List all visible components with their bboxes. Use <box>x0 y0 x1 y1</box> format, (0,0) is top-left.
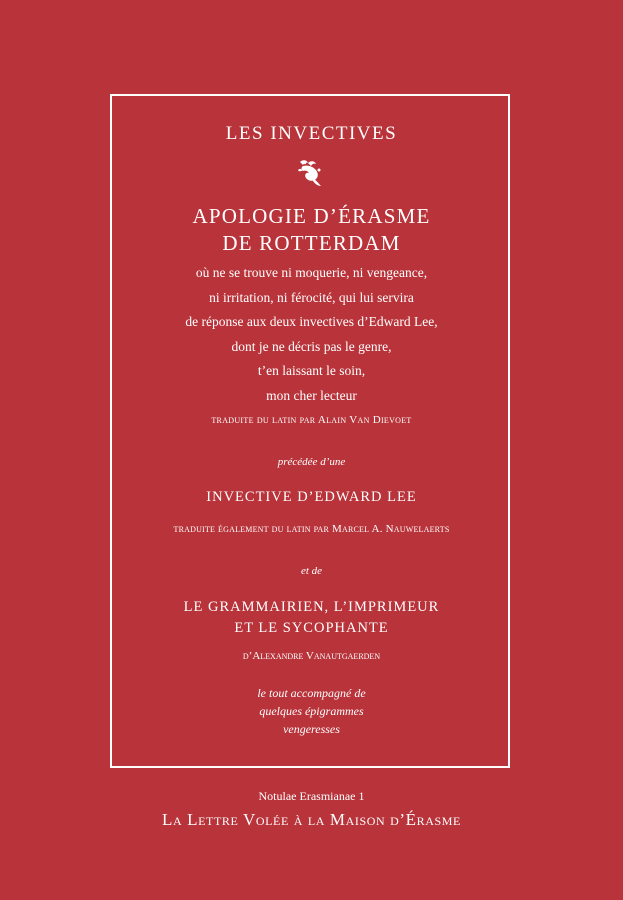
main-title-line-2: DE ROTTERDAM <box>222 231 401 255</box>
third-work-title <box>0 597 623 639</box>
subtitle-line: dont je ne décris pas le genre, <box>231 338 392 354</box>
third-work-title-line-2: ET LE SYCOPHANTE <box>234 620 389 636</box>
third-work-title-line-1: LE GRAMMAIRIEN, L’IMPRIMEUR <box>183 599 440 615</box>
preceded-by: précédée d’une <box>277 456 346 468</box>
translator-credit: traduite du latin par Alain Van Dievoet <box>211 414 412 426</box>
fleuron-icon <box>294 158 328 188</box>
closing-line: le tout accompagné de <box>257 686 366 700</box>
publisher: La Lettre Volée à la Maison d’Érasme <box>162 810 461 829</box>
subtitle-line: t’en laissant le soin, <box>257 363 366 378</box>
main-title-line-1: APOLOGIE D’ÉRASME <box>192 204 431 228</box>
cover-frame <box>110 94 510 768</box>
subtitle-line: ni irritation, ni férocité, qui lui servira <box>209 289 414 305</box>
main-title <box>0 203 623 257</box>
subtitle-line: où ne se trouve ni moquerie, ni vengeance, <box>195 265 428 280</box>
second-work-title: INVECTIVE D’EDWARD LEE <box>206 489 417 505</box>
subtitle <box>0 261 623 408</box>
closing-note <box>0 684 623 738</box>
second-translator-credit: traduite également du latin par Marcel A. Nauwelaerts <box>173 523 450 535</box>
closing-line: vengeresses <box>283 722 340 736</box>
series-title: LES INVECTIVES <box>225 123 398 144</box>
series-note: Notulae Erasmianae 1 <box>258 789 365 803</box>
subtitle-line: mon cher lecteur <box>266 387 357 403</box>
subtitle-line: de réponse aux deux invectives d’Edward Lee, <box>185 314 438 329</box>
third-work-author: d’Alexandre Vanautgaerden <box>242 650 381 662</box>
and-of: et de <box>300 565 323 577</box>
closing-line: quelques épigrammes <box>259 704 364 718</box>
